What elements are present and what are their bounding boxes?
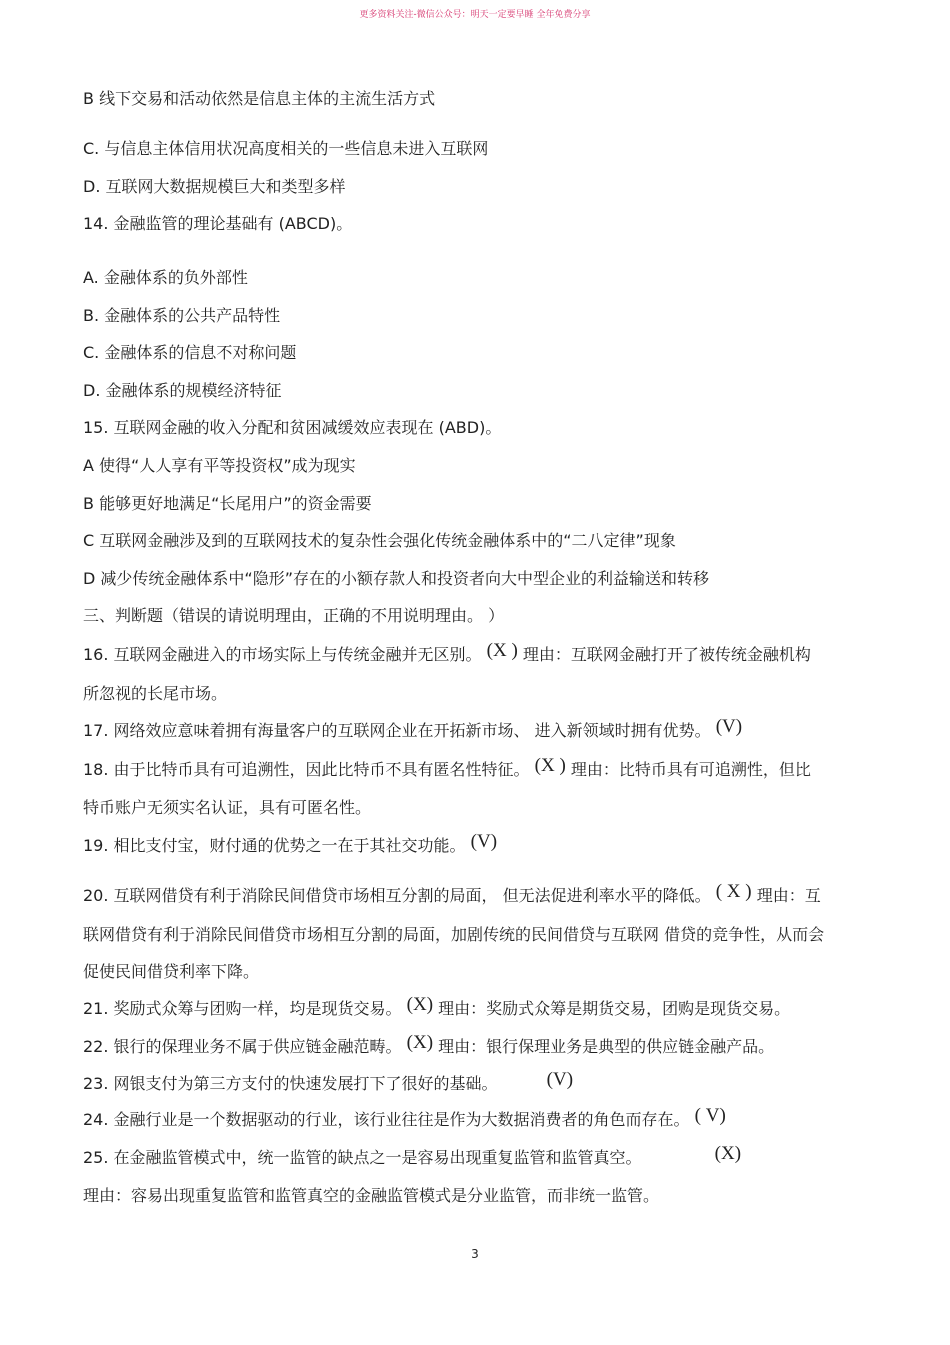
option-c-line: C. 与信息主体信用状况高度相关的一些信息未进入互联网 xyxy=(83,139,489,158)
reason-text: 理由：互 xyxy=(756,886,821,905)
question-20 xyxy=(83,881,821,906)
question-20-continued: 联网借贷有利于消除民间借贷市场相互分割的局面，加剧传统的民间借贷与互联网 借贷的竞争性，从而会 xyxy=(83,925,825,944)
answer-mark: (V) xyxy=(546,1069,574,1090)
question-20-text: 20. 互联网借贷有利于消除民间借贷市场相互分割的局面， 但无法促进利率水平的降低。 xyxy=(83,886,711,905)
question-25-text: 25. 在金融监管模式中，统一监管的缺点之一是容易出现重复监管和监管真空。 xyxy=(83,1148,642,1167)
question-19-text: 19. 相比支付宝，财付通的优势之一在于其社交功能。 xyxy=(83,836,466,855)
reason-text: 理由：互联网金融打开了被传统金融机构 xyxy=(522,645,811,664)
question-16 xyxy=(83,640,811,665)
reason-text: 理由：银行保理业务是典型的供应链金融产品。 xyxy=(438,1037,775,1056)
question-17 xyxy=(83,716,743,741)
question-21 xyxy=(83,994,791,1019)
section-heading-true-false: 三、判断题（错误的请说明理由，正确的不用说明理由。 ） xyxy=(83,606,505,625)
answer-mark: (X) xyxy=(406,994,434,1015)
answer-mark: ( X ) xyxy=(715,881,752,902)
option-d-line: D. 互联网大数据规模巨大和类型多样 xyxy=(83,177,346,196)
question-18-continued: 特币账户无须实名认证，具有可匿名性。 xyxy=(83,798,372,817)
answer-mark: (V) xyxy=(715,716,743,737)
question-23 xyxy=(83,1069,574,1094)
question-23-text: 23. 网银支付为第三方支付的快速发展打下了很好的基础。 xyxy=(83,1074,498,1093)
answer-mark: (X) xyxy=(406,1032,434,1053)
question-24 xyxy=(83,1105,726,1130)
q14-option-c: C. 金融体系的信息不对称问题 xyxy=(83,343,297,362)
question-18 xyxy=(83,755,811,780)
answer-mark: ( V) xyxy=(694,1105,726,1126)
answer-mark: (X) xyxy=(714,1143,742,1164)
answer-mark: (V) xyxy=(470,831,498,852)
q15-option-d: D 减少传统金融体系中“隐形”存在的小额存款人和投资者向大中型企业的利益输送和转移 xyxy=(83,569,709,588)
question-17-text: 17. 网络效应意味着拥有海量客户的互联网企业在开拓新市场、 进入新领域时拥有优势。 xyxy=(83,721,711,740)
q15-option-a: A 使得“人人享有平等投资权”成为现实 xyxy=(83,456,356,475)
question-14: 14. 金融监管的理论基础有 (ABCD)。 xyxy=(83,214,353,233)
reason-text: 理由：比特币具有可追溯性，但比 xyxy=(570,760,811,779)
page-number: 3 xyxy=(471,1247,479,1261)
question-21-text: 21. 奖励式众筹与团购一样，均是现货交易。 xyxy=(83,999,402,1018)
q15-option-b: B 能够更好地满足“长尾用户”的资金需要 xyxy=(83,494,372,513)
question-20-continued-2: 促使民间借贷利率下降。 xyxy=(83,962,260,981)
question-25-reason: 理由：容易出现重复监管和监管真空的金融监管模式是分业监管，而非统一监管。 xyxy=(83,1186,660,1205)
question-16-text: 16. 互联网金融进入的市场实际上与传统金融并无区别。 xyxy=(83,645,482,664)
answer-mark: (X ) xyxy=(486,640,518,661)
answer-mark: (X ) xyxy=(534,755,566,776)
question-22-text: 22. 银行的保理业务不属于供应链金融范畴。 xyxy=(83,1037,402,1056)
question-19 xyxy=(83,831,498,856)
question-16-continued: 所忽视的长尾市场。 xyxy=(83,684,228,703)
q14-option-a: A. 金融体系的负外部性 xyxy=(83,268,248,287)
q14-option-b: B. 金融体系的公共产品特性 xyxy=(83,306,281,325)
question-18-text: 18. 由于比特币具有可追溯性，因此比特币不具有匿名性特征。 xyxy=(83,760,530,779)
question-22 xyxy=(83,1032,775,1057)
question-24-text: 24. 金融行业是一个数据驱动的行业，该行业往往是作为大数据消费者的角色而存在。 xyxy=(83,1110,690,1129)
q15-option-c: C 互联网金融涉及到的互联网技术的复杂性会强化传统金融体系中的“二八定律”现象 xyxy=(83,531,676,550)
reason-text: 理由：奖励式众筹是期货交易，团购是现货交易。 xyxy=(438,999,791,1018)
page-header-watermark: 更多资料关注-微信公众号：明天一定要早睡 全年免费分享 xyxy=(359,10,591,20)
q14-option-d: D. 金融体系的规模经济特征 xyxy=(83,381,282,400)
option-b-line: B 线下交易和活动依然是信息主体的主流生活方式 xyxy=(83,89,436,108)
question-15: 15. 互联网金融的收入分配和贫困减缓效应表现在 (ABD)。 xyxy=(83,418,502,437)
question-25 xyxy=(83,1143,742,1168)
